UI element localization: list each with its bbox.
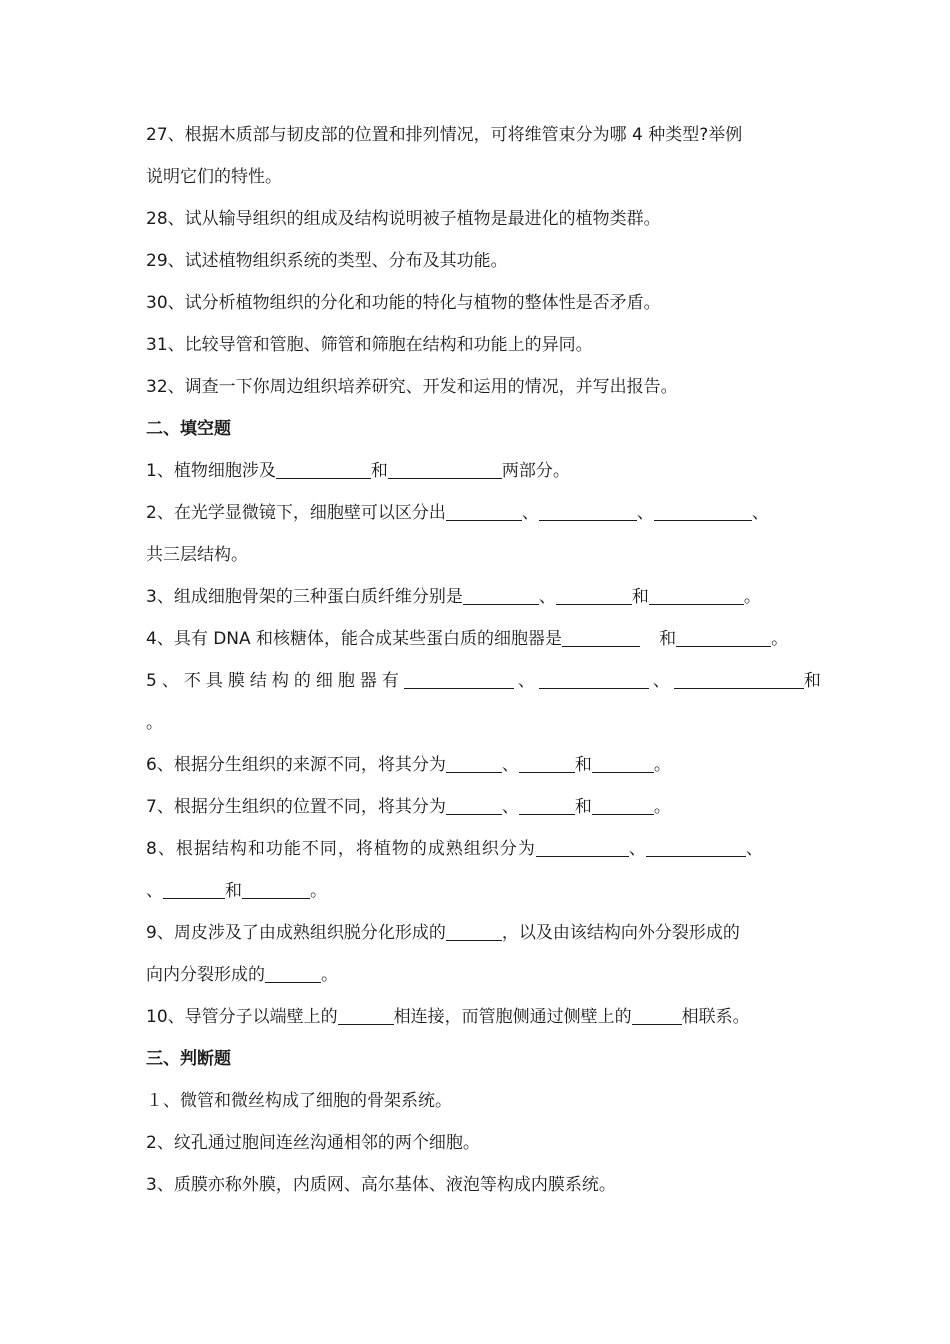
fill-question-9-line-2 (146, 954, 836, 996)
fill-q5-text-d: 和 (803, 671, 821, 691)
answer-blank (242, 880, 310, 899)
fill-q4-text-b: 和 (659, 629, 677, 649)
answer-blank (562, 628, 640, 647)
document-page (146, 114, 836, 1206)
fill-blank-heading: 二、填空题 (146, 419, 231, 439)
fill-q4-text-a: 4、具有 DNA 和核糖体，能合成某些蛋白质的细胞器是 (146, 629, 563, 649)
fill-q6-text-c: 和 (574, 755, 592, 775)
answer-blank (556, 586, 632, 605)
judge-heading: 三、判断题 (146, 1049, 231, 1069)
fill-q7-text-c: 和 (574, 797, 592, 817)
answer-blank (338, 1006, 394, 1025)
fill-q2-text-a: 2、在光学显微镜下，细胞壁可以区分出 (146, 503, 446, 523)
fill-question-10 (146, 996, 836, 1038)
answer-blank (536, 838, 629, 857)
fill-q7-text-b: 、 (501, 797, 519, 817)
answer-blank (446, 796, 502, 815)
question-27-line-2: 说明它们的特性。 (146, 167, 282, 187)
fill-q6-text-d: 。 (653, 755, 671, 775)
fill-question-2-line-1 (146, 492, 836, 534)
answer-blank (674, 670, 804, 689)
fill-q6-text-a: 6、根据分生组织的来源不同，将其分为 (146, 755, 446, 775)
fill-q2-text-b: 、 (521, 503, 539, 523)
fill-q6-text-b: 、 (501, 755, 519, 775)
answer-blank (446, 922, 502, 941)
judge-item-1: １、微管和微丝构成了细胞的骨架系统。 (146, 1091, 452, 1111)
fill-question-3 (146, 576, 836, 618)
fill-q8-text-c: 、 (745, 839, 763, 859)
fill-q9-text-c: 向内分裂形成的 (146, 965, 265, 985)
answer-blank (446, 754, 502, 773)
fill-q10-text-c: 相联系。 (681, 1007, 750, 1027)
judge-item-3: 3、质膜亦称外膜，内质网、高尔基体、液泡等构成内膜系统。 (146, 1175, 616, 1195)
answer-blank (265, 964, 321, 983)
answer-blank (404, 670, 514, 689)
fill-question-2-line-2: 共三层结构。 (146, 545, 248, 565)
answer-blank (632, 1006, 682, 1025)
fill-question-5-line-1 (146, 660, 836, 702)
answer-blank (276, 460, 371, 479)
fill-q5-text-b: 、 (517, 671, 535, 691)
fill-q8-text-f: 。 (310, 881, 327, 901)
fill-q3-text-d: 。 (743, 587, 761, 607)
answer-blank (539, 670, 649, 689)
fill-q1-text-c: 两部分。 (501, 461, 570, 481)
answer-blank (446, 502, 522, 521)
fill-q3-text-b: 、 (538, 587, 556, 607)
fill-q2-text-c: 、 (636, 503, 654, 523)
fill-q7-text-d: 。 (653, 797, 671, 817)
fill-q9-text-d: 。 (321, 965, 338, 985)
fill-q1-text-a: 1、植物细胞涉及 (146, 461, 276, 481)
answer-blank (388, 460, 502, 479)
fill-q3-text-a: 3、组成细胞骨架的三种蛋白质纤维分别是 (146, 587, 463, 607)
answer-blank (519, 796, 575, 815)
fill-q4-text-c: 。 (771, 629, 789, 649)
question-30: 30、试分析植物组织的分化和功能的特化与植物的整体性是否矛盾。 (146, 293, 661, 313)
fill-q9-text-a: 9、周皮涉及了由成熟组织脱分化形成的 (146, 923, 446, 943)
fill-q1-text-b: 和 (370, 461, 388, 481)
fill-q8-text-a: 8、根据结构和功能不同，将植物的成熟组织分为 (146, 839, 536, 859)
answer-blank (519, 754, 575, 773)
answer-blank (592, 796, 654, 815)
answer-blank (163, 880, 225, 899)
fill-q2-text-d: 、 (751, 503, 769, 523)
fill-q10-text-b: 相连接，而管胞侧通过侧壁上的 (393, 1007, 632, 1027)
fill-q5-text-c: 、 (652, 671, 670, 691)
fill-q10-text-a: 10、导管分子以端壁上的 (146, 1007, 338, 1027)
answer-blank (646, 838, 746, 857)
fill-q7-text-a: 7、根据分生组织的位置不同，将其分为 (146, 797, 446, 817)
fill-question-6 (146, 744, 836, 786)
fill-question-5-line-2: 。 (146, 713, 163, 733)
answer-blank (463, 586, 539, 605)
fill-q8-text-e: 和 (225, 881, 242, 901)
answer-blank (539, 502, 637, 521)
question-28: 28、试从输导组织的组成及结构说明被子植物是最进化的植物类群。 (146, 209, 661, 229)
fill-question-7 (146, 786, 836, 828)
fill-q8-text-b: 、 (628, 839, 646, 859)
answer-blank (649, 586, 744, 605)
question-32: 32、调查一下你周边组织培养研究、开发和运用的情况，并写出报告。 (146, 377, 678, 397)
fill-question-9-line-1 (146, 912, 836, 954)
fill-q3-text-c: 和 (631, 587, 649, 607)
answer-blank (654, 502, 752, 521)
fill-question-1 (146, 450, 836, 492)
judge-item-2: 2、纹孔通过胞间连丝沟通相邻的两个细胞。 (146, 1133, 480, 1153)
fill-q5-text-a: 5、不具膜结构的细胞器有 (146, 671, 404, 691)
answer-blank (676, 628, 771, 647)
fill-q9-text-b: ，以及由该结构向外分裂形成的 (501, 923, 740, 943)
answer-blank (592, 754, 654, 773)
question-31: 31、比较导管和管胞、筛管和筛胞在结构和功能上的异同。 (146, 335, 593, 355)
fill-q8-text-d: 、 (146, 881, 163, 901)
fill-question-8-line-1 (146, 828, 836, 870)
question-27-line-1: 27、根据木质部与韧皮部的位置和排列情况，可将维管束分为哪 4 种类型?举例 (146, 125, 743, 145)
fill-question-8-line-2 (146, 870, 836, 912)
question-29: 29、试述植物组织系统的类型、分布及其功能。 (146, 251, 508, 271)
fill-question-4 (146, 618, 836, 660)
